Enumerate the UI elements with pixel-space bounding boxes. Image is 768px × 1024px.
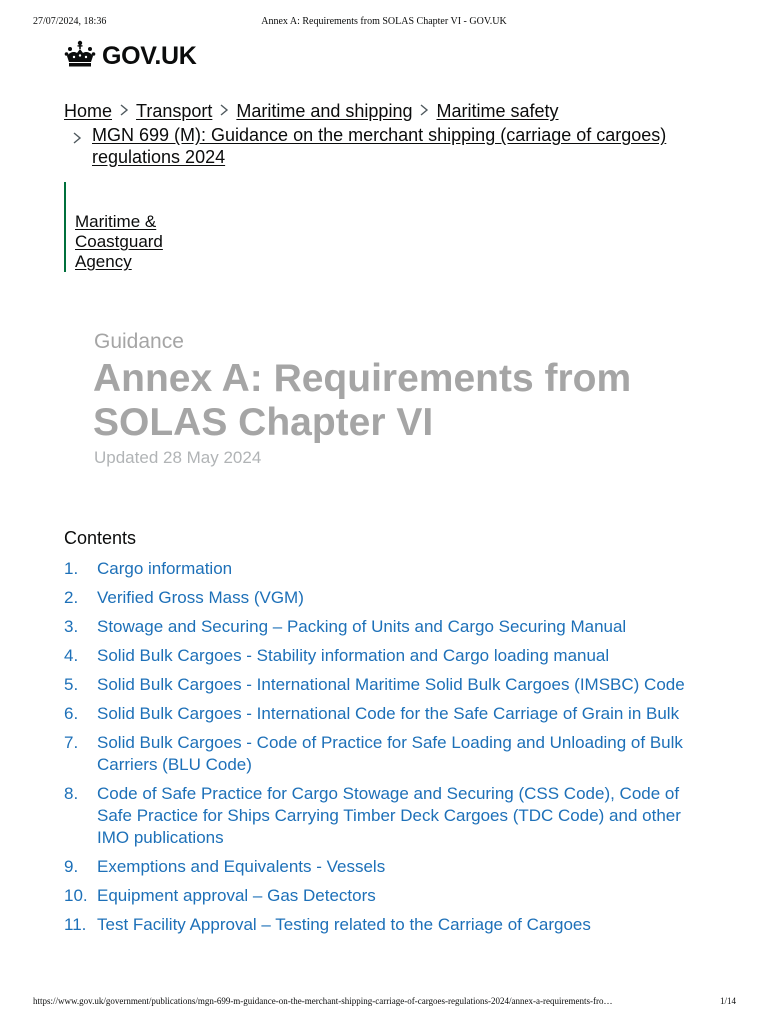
contents-item-number: 3. [64, 617, 79, 636]
contents-item-link[interactable]: Test Facility Approval – Testing related to the Carriage of Cargoes [97, 915, 591, 934]
contents-item-number: 7. [64, 733, 79, 752]
contents-item[interactable] [64, 616, 704, 638]
contents-item[interactable] [64, 674, 704, 696]
contents-item-number: 9. [64, 857, 79, 876]
print-timestamp: 27/07/2024, 18:36 [33, 16, 107, 27]
contents-item-link[interactable]: Cargo information [97, 559, 233, 578]
contents-item-number: 11. [64, 915, 87, 934]
document-type-caption: Guidance [94, 330, 184, 353]
contents-item[interactable] [64, 783, 704, 849]
organisation-link[interactable]: Maritime & Coastguard Agency [75, 212, 163, 271]
contents-item-number: 6. [64, 704, 79, 723]
contents-item[interactable] [64, 885, 704, 907]
page-number: 1/14 [719, 996, 736, 1006]
breadcrumb-maritime-safety[interactable]: Maritime safety [436, 101, 559, 121]
contents-item-number: 1. [64, 559, 79, 578]
contents-item-number: 10. [64, 886, 88, 905]
print-page-title: Annex A: Requirements from SOLAS Chapter VI - GOV.UK [261, 16, 507, 27]
contents-item[interactable] [64, 587, 704, 609]
contents-item-number: 2. [64, 588, 79, 607]
contents-item[interactable] [64, 558, 704, 580]
contents-item-number: 8. [64, 784, 79, 803]
contents-item-link[interactable]: Solid Bulk Cargoes - Stability information and Cargo loading manual [97, 646, 610, 665]
contents-item-link[interactable]: Code of Safe Practice for Cargo Stowage and Securing (CSS Code), Code of Safe Practice for Ships Carrying Timber Deck Cargoes (TDC Code) and other IMO publications [97, 784, 681, 847]
breadcrumb-maritime-and-shipping[interactable]: Maritime and shipping [236, 101, 413, 121]
contents-item-number: 5. [64, 675, 79, 694]
contents-item-number: 4. [64, 646, 79, 665]
contents-item[interactable] [64, 645, 704, 667]
page-title: Annex A: Requirements from SOLAS Chapter VI [93, 357, 632, 444]
logo-text: GOV.UK [102, 41, 197, 70]
contents-item[interactable] [64, 703, 704, 725]
govuk-logo-link[interactable] [64, 40, 197, 72]
print-url: https://www.gov.uk/government/publications/mgn-699-m-guidance-on-the-merchant-shipping-carriage-of-cargoes-regulations-2024/annex-a-requirements-fro… [33, 996, 613, 1006]
crown-icon [64, 40, 102, 73]
contents-item-link[interactable]: Equipment approval – Gas Detectors [97, 886, 376, 905]
breadcrumb-row [64, 100, 704, 122]
contents-item-link[interactable]: Verified Gross Mass (VGM) [97, 588, 304, 607]
contents-item-link[interactable]: Stowage and Securing – Packing of Units and Cargo Securing Manual [97, 617, 627, 636]
contents-item[interactable] [64, 914, 704, 936]
breadcrumb-row [64, 124, 704, 168]
chevron-right-icon [112, 100, 136, 122]
breadcrumb-transport[interactable]: Transport [136, 101, 213, 121]
organisation-logo [64, 182, 185, 272]
print-header [0, 16, 768, 30]
contents-item-link[interactable]: Exemptions and Equivalents - Vessels [97, 857, 386, 876]
updated-date: Updated 28 May 2024 [94, 448, 262, 467]
breadcrumb-mgn-699[interactable]: MGN 699 (M): Guidance on the merchant shipping (carriage of cargoes) regulations 2024 [92, 125, 667, 167]
chevron-right-icon [412, 100, 436, 122]
chevron-right-icon [64, 128, 92, 150]
contents-item[interactable] [64, 732, 704, 776]
contents-list [64, 558, 704, 943]
contents-item-link[interactable]: Solid Bulk Cargoes - International Code for the Safe Carriage of Grain in Bulk [97, 704, 680, 723]
contents-item-link[interactable]: Solid Bulk Cargoes - Code of Practice for Safe Loading and Unloading of Bulk Carriers (BLU Code) [97, 733, 683, 774]
chevron-right-icon [212, 100, 236, 122]
contents-heading: Contents [64, 528, 137, 548]
contents-item[interactable] [64, 856, 704, 878]
contents-item-link[interactable]: Solid Bulk Cargoes - International Maritime Solid Bulk Cargoes (IMSBC) Code [97, 675, 685, 694]
breadcrumb-home[interactable]: Home [64, 101, 113, 121]
breadcrumb [64, 100, 704, 168]
